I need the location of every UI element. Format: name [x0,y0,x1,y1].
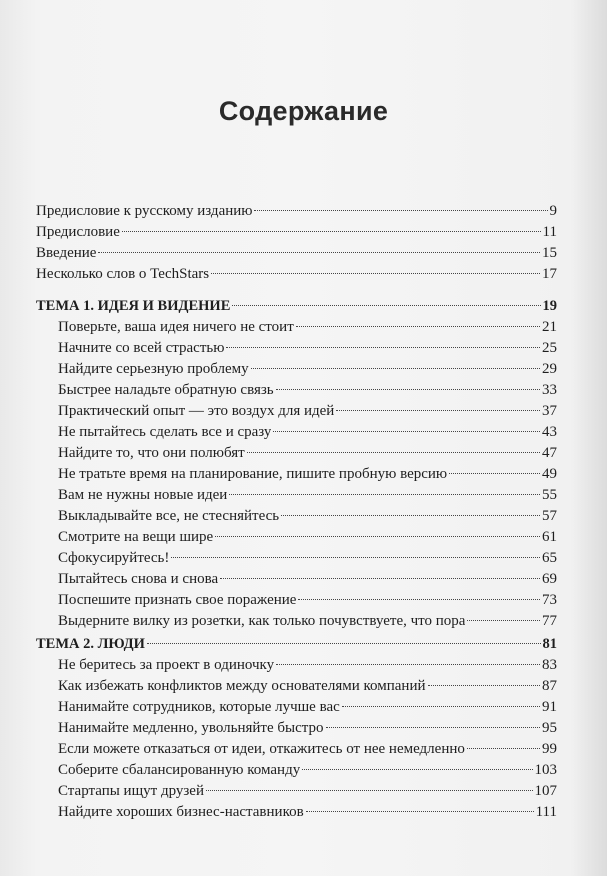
toc-page-number: 17 [542,266,557,282]
toc-dot-leader [428,685,541,686]
toc-front-matter [36,201,557,285]
toc-entry-title: Найдите хороших бизнес-наставников [58,804,304,820]
toc-page-number: 65 [542,550,557,566]
toc-entry-title: Найдите серьезную проблему [58,361,249,377]
toc-entry-title: Нанимайте медленно, увольняйте быстро [58,720,324,736]
toc-entry [36,485,557,506]
toc-section-heading [36,634,557,655]
toc-entry-title: Соберите сбалансированную команду [58,762,301,778]
toc-entry-title: Выкладывайте все, не стесняйтесь [58,508,280,524]
toc-entry [36,569,557,590]
toc-page-number: 11 [542,224,557,240]
toc-entry [36,676,557,697]
toc-entry-title: Смотрите на вещи шире [58,529,214,545]
toc-entry-title: Поспешите признать свое поражение [58,592,297,608]
page-title: Содержание [218,96,389,127]
toc-entry-title: Предисловие [36,224,120,240]
toc-page-number: 99 [542,741,557,757]
toc-entry-title: Практический опыт — это воздух для идей [58,403,335,419]
toc-entry [36,718,557,739]
toc-dot-leader [302,769,532,770]
toc-entry [36,359,557,380]
toc-page-number: 111 [535,804,557,820]
toc-page-number: 81 [542,636,557,652]
toc-entry-title: Нанимайте сотрудников, которые лучше вас [58,699,340,715]
toc-theme-1 [36,296,557,632]
toc-dot-leader [276,664,540,665]
toc-entry-title: Начните со всей страстью [58,340,225,356]
toc-entry-title: Если можете отказаться от идеи, откажитесь от нее немедленно [58,741,465,757]
toc-entry-title: Не беритесь за проект в одиночку [58,657,275,673]
toc-page-number: 29 [542,361,557,377]
toc-dot-leader [215,536,540,537]
toc-dot-leader [306,811,534,812]
toc-page-number: 21 [542,319,557,335]
toc-page-number: 19 [542,298,557,314]
toc-entry-title: Найдите то, что они полюбят [58,445,245,461]
toc-page-number: 95 [542,720,557,736]
toc-page-number: 33 [542,382,557,398]
toc-entry-title: Сфокусируйтесь! [58,550,170,566]
toc-dot-leader [326,727,541,728]
toc-dot-leader [467,620,540,621]
toc-page-number: 37 [542,403,557,419]
toc-dot-leader [147,643,541,644]
toc-entry [36,697,557,718]
toc-entry [36,655,557,676]
toc-entry-title: Несколько слов о TechStars [36,266,210,282]
toc-entry [36,317,557,338]
toc-dot-leader [98,252,540,253]
toc-entry [36,222,557,243]
toc-dot-leader [171,557,540,558]
toc-page-number: 57 [542,508,557,524]
toc-entry-title: Не тратьте время на планирование, пишите пробную версию [58,466,448,482]
toc-dot-leader [251,368,540,369]
toc-entry [36,590,557,611]
toc-dot-leader [273,431,540,432]
toc-dot-leader [342,706,540,707]
toc-dot-leader [298,599,540,600]
toc-page-number: 91 [542,699,557,715]
toc-page-number: 9 [549,203,557,219]
toc-page-number: 15 [542,245,557,261]
toc-section-heading [36,296,557,317]
toc-dot-leader [206,790,533,791]
toc-entry [36,201,557,222]
toc-entry [36,338,557,359]
toc-entry-title: Быстрее наладьте обратную связь [58,382,274,398]
toc-page-number: 47 [542,445,557,461]
toc-entry [36,527,557,548]
toc-entry-title: Пытайтесь снова и снова [58,571,219,587]
toc-dot-leader [247,452,540,453]
toc-page-number: 43 [542,424,557,440]
toc-page-number: 73 [542,592,557,608]
toc-entry-title: Вам не нужны новые идеи [58,487,228,503]
toc-page-number: 25 [542,340,557,356]
toc-page-number: 103 [534,762,557,778]
toc-dot-leader [276,389,540,390]
toc-page-number: 77 [542,613,557,629]
toc-entry [36,264,557,285]
toc-dot-leader [281,515,540,516]
toc-entry-title: ТЕМА 1. ИДЕЯ И ВИДЕНИЕ [36,298,231,314]
toc-dot-leader [449,473,540,474]
toc-page-number: 69 [542,571,557,587]
toc-entry [36,611,557,632]
toc-entry-title: Стартапы ищут друзей [58,783,204,799]
toc-entry [36,781,557,802]
toc-page-number: 55 [542,487,557,503]
toc-dot-leader [122,231,541,232]
toc-entry [36,401,557,422]
toc-entry [36,422,557,443]
toc-page-number: 107 [534,783,557,799]
toc-dot-leader [336,410,540,411]
toc-dot-leader [296,326,540,327]
toc-entry [36,506,557,527]
toc-page-number: 87 [542,678,557,694]
toc-dot-leader [226,347,540,348]
toc-page-number: 83 [542,657,557,673]
toc-entry [36,464,557,485]
toc-entry [36,548,557,569]
toc-entry [36,739,557,760]
toc-entry [36,380,557,401]
toc-dot-leader [232,305,540,306]
toc-entry-title: Поверьте, ваша идея ничего не стоит [58,319,294,335]
toc-dot-leader [254,210,547,211]
toc-entry-title: Как избежать конфликтов между основателями компаний [58,678,426,694]
toc-entry-title: Выдерните вилку из розетки, как только почувствуете, что пора [58,613,466,629]
toc-theme-2 [36,634,557,823]
toc-entry-title: Предисловие к русскому изданию [36,203,253,219]
toc-entry-title: Не пытайтесь сделать все и сразу [58,424,272,440]
toc-entry-title: ТЕМА 2. ЛЮДИ [36,636,145,652]
toc-dot-leader [220,578,540,579]
toc-dot-leader [211,273,540,274]
toc-entry-title: Введение [36,245,97,261]
toc-entry [36,443,557,464]
toc-page-number: 49 [542,466,557,482]
toc-entry [36,760,557,781]
toc-entry [36,243,557,264]
toc-dot-leader [467,748,540,749]
toc-dot-leader [229,494,540,495]
toc-page-number: 61 [542,529,557,545]
toc-entry [36,802,557,823]
